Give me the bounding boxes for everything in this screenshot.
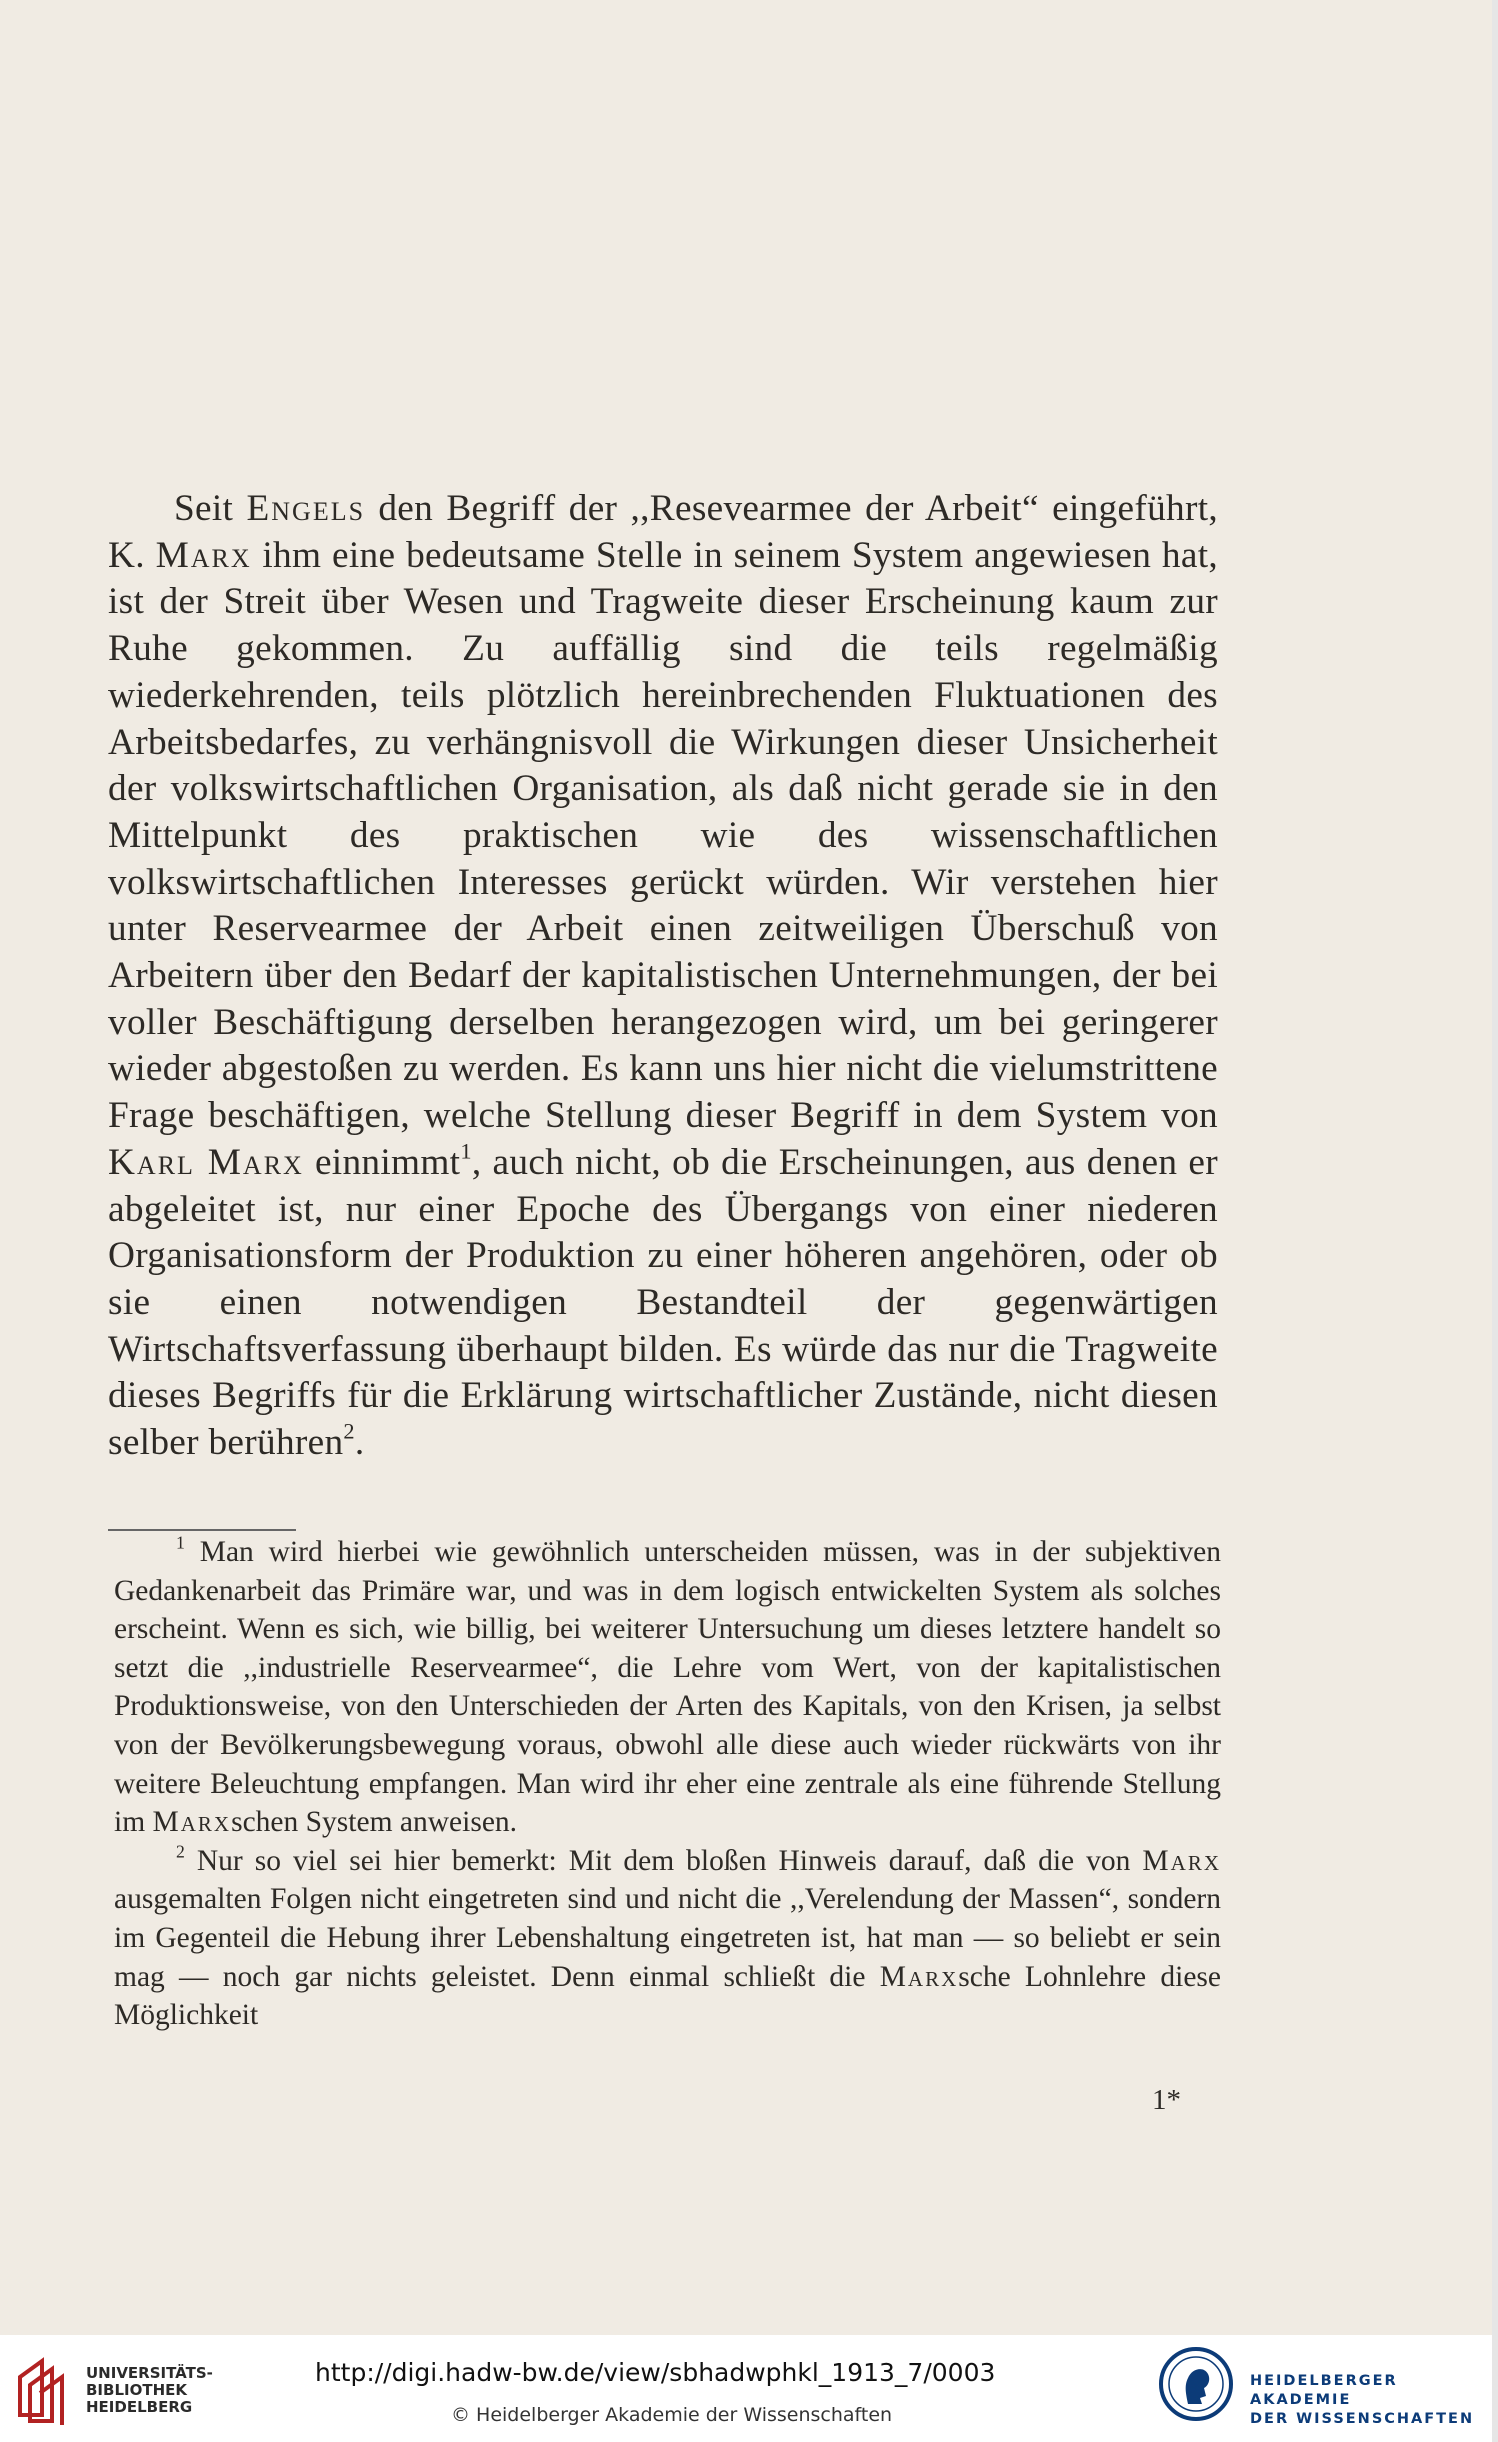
author-name: Marx [155, 534, 252, 576]
author-name: Marx [152, 1806, 232, 1839]
author-name: Engels [246, 488, 366, 529]
footnote-1: $^1$ Man wird hierbei wie gewöhnlich unterscheiden müssen, was in der subjektiven Gedankenarbeit das Primäre war, und was in dem logisch entwickelten System als solches erscheint. Wenn es sich, wie billig, bei weiterer Untersuchung um dieses letztere handelt so setzt die ,,industrielle Reservearmee“, die Lehre vom Wert, von der kapitalistischen Produktionsweise, von den Unterschieden der Arten des Kapitals, von den Krisen, ja selbst von der Bevölkerungsbewegung voraus, obwohl alle diese auch wieder rückwärts von ihr weitere Beleuchtung empfangen. Man wird ihr eher eine zentrale als eine führende Stellung im Marxschen System anweisen. [114, 1532, 1221, 1839]
paragraph: Seit Engels den Begriff der ,,Resevearmee der Arbeit“ eingeführt, K. Marx ihm eine bedeutsame Stelle in seinem System angewiesen hat, ist der Streit über Wesen und Tragweite dieser Erscheinung kaum zur Ruhe gekommen. Zu auffällig sind die teils regelmäßig wiederkehrenden, teils plötzlich hereinbrechenden Fluktuationen des Arbeitsbedarfes, zu verhängnisvoll die Wirkungen dieser Unsicherheit der volkswirtschaftlichen Organisation, als daß nicht gerade sie in den Mittelpunkt des praktischen wie des wissenschaftlichen volkswirtschaftlichen Interesses gerückt würden. Wir verstehen hier unter Reservearmee der Arbeit einen zeitweiligen Überschuß von Arbeitern über den Bedarf der kapitalistischen Unternehmungen, der bei voller Beschäftigung derselben herangezogen wird, um bei geringerer wieder abgestoßen zu werden. Es kann uns hier nicht die vielumstrittene Frage beschäftigen, welche Stellung dieser Begriff in dem System von Karl Marx einnimmt$^1$, auch nicht, ob die Erscheinungen, aus denen er abgeleitet ist, nur einer Epoche des Übergangs von einer niederen Organisationsform der Produktion zu einer höheren angehören, oder ob sie einen notwendigen Bestandteil der gegenwärtigen Wirtschaftsverfassung überhaupt bilden. Es würde das nur die Tragweite dieses Begriffs für die Erklärung wirtschaftlicher Zustände, nicht diesen selber berühren$^2$. [108, 488, 1218, 1464]
ub-heidelberg-logo-icon[interactable] [16, 2355, 78, 2425]
permalink-url[interactable]: http://digi.hadw-bw.de/view/sbhadwphkl_1913_7/0003 [315, 2358, 996, 2387]
footnote-number: 1 [176, 1532, 185, 1553]
page-number: 1* [1152, 2084, 1181, 2116]
library-name[interactable]: UNIVERSITÄTS- BIBLIOTHEK HEIDELBERG [86, 2364, 213, 2416]
copyright-notice: © Heidelberger Akademie der Wissenschaften [451, 2404, 893, 2426]
viewer-footer [0, 2335, 1492, 2442]
footnotes [114, 1533, 1221, 2035]
footnote-number: 2 [176, 1841, 185, 1862]
footnote-reference: 1 [460, 1138, 472, 1164]
scan-edge [1492, 0, 1498, 2442]
author-name: Marx [1142, 1844, 1221, 1877]
author-name: Marx [879, 1960, 959, 1993]
footnote-2: $^2$ Nur so viel sei hier bemerkt: Mit dem bloßen Hinweis darauf, daß die von Marx ausgemalten Folgen nicht eingetreten sind und nicht die ,,Verelendung der Massen“, sondern im Gegenteil die Hebung ihrer Lebenshaltung eingetreten ist, hat man — so beliebt er sein mag — noch gar nichts geleistet. Denn einmal schließt die Marxsche Lohnlehre diese Möglichkeit [114, 1841, 1221, 2032]
academy-seal-icon[interactable] [1158, 2346, 1234, 2422]
footnote-reference: 2 [343, 1418, 355, 1444]
main-text [108, 486, 1218, 1467]
footnote-divider [108, 1529, 296, 1531]
author-name: Karl Marx [108, 1141, 304, 1183]
academy-name[interactable]: HEIDELBERGER AKADEMIE DER WISSENSCHAFTEN [1250, 2373, 1475, 2427]
